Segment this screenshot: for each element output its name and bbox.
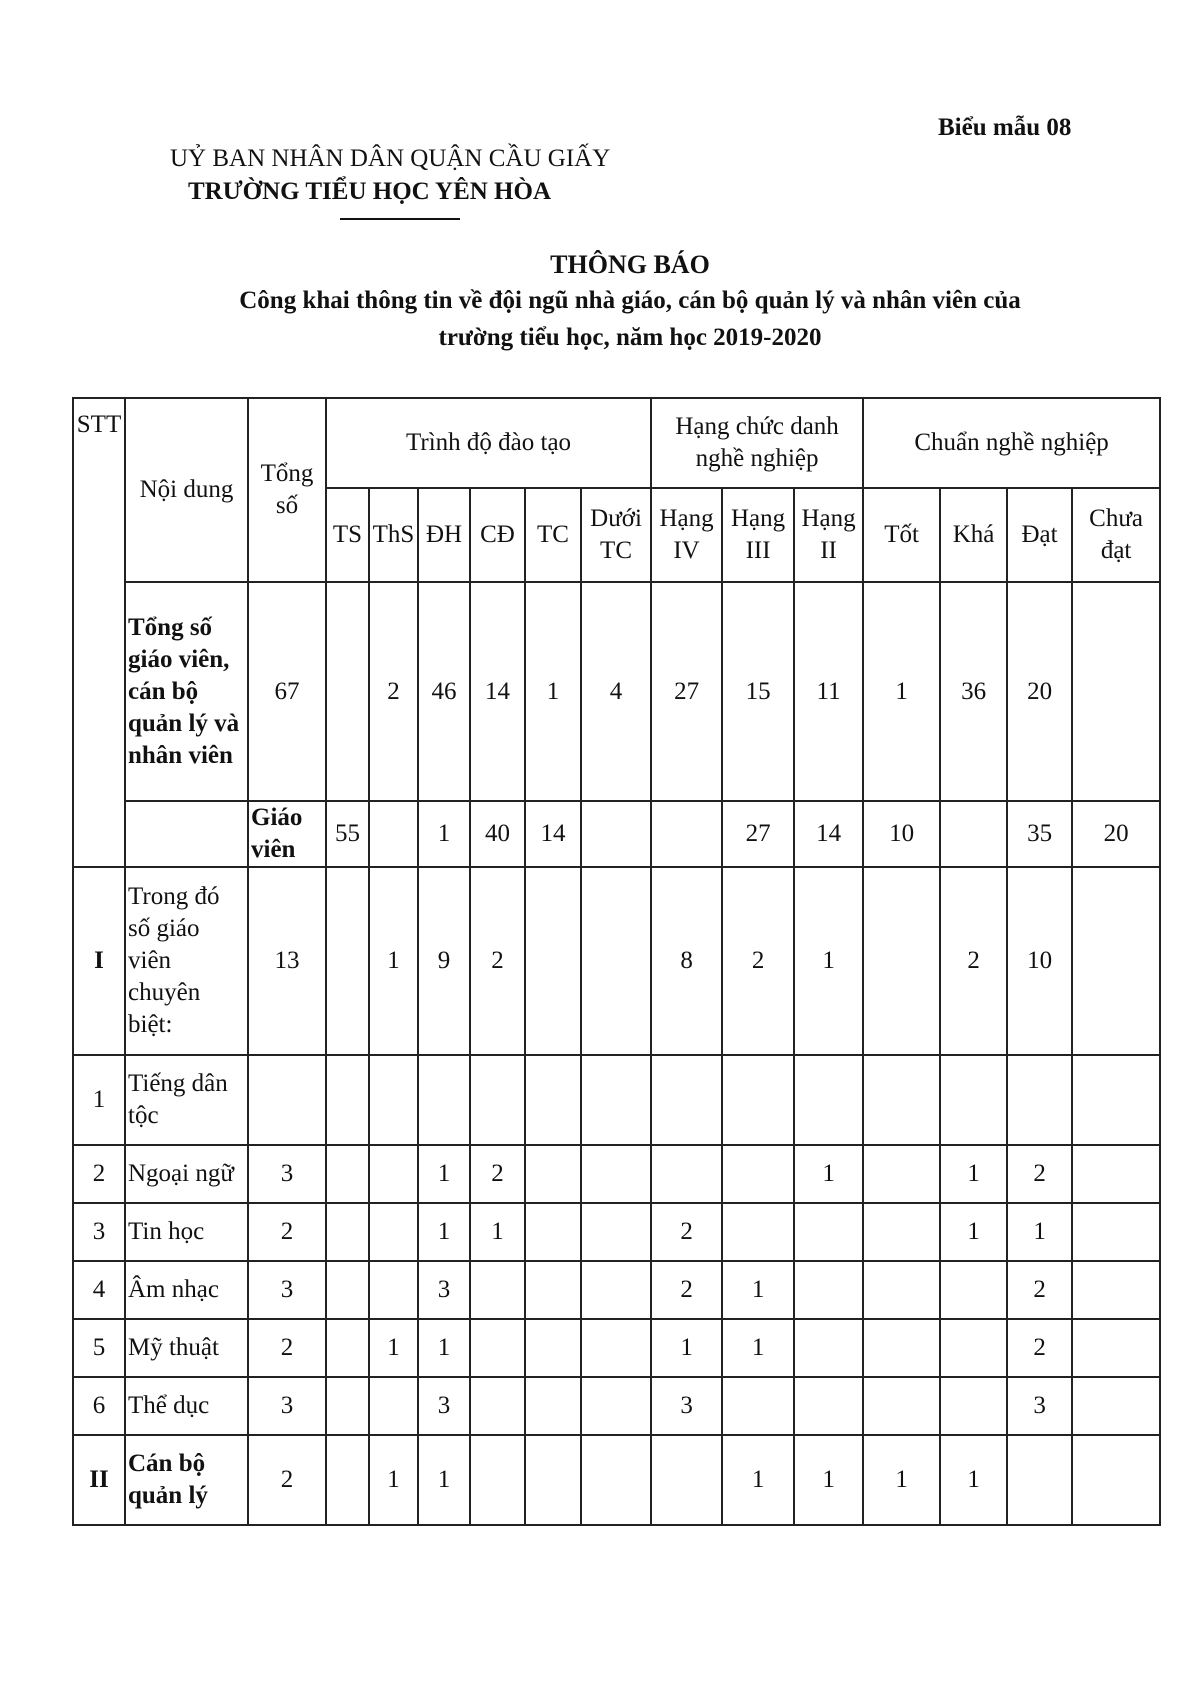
row-value: 1	[794, 1145, 863, 1203]
row-value: 3	[418, 1377, 470, 1435]
row-value	[794, 1055, 863, 1145]
header-cd: CĐ	[470, 488, 525, 582]
row-value	[525, 1203, 581, 1261]
row-value: 3	[248, 1261, 326, 1319]
school-underline	[340, 218, 460, 220]
row-value	[525, 1055, 581, 1145]
row-value	[1072, 1203, 1160, 1261]
table-row	[73, 867, 1160, 1055]
row-value: 2	[369, 582, 418, 801]
header-standard-group: Chuẩn nghề nghiệp	[863, 398, 1160, 488]
row-value	[940, 1055, 1007, 1145]
row-value	[581, 1261, 651, 1319]
row-stt: 5	[73, 1319, 125, 1377]
form-label: Biểu mẫu 08	[938, 114, 1072, 141]
row-value: 3	[1007, 1377, 1072, 1435]
row-value: 46	[418, 582, 470, 801]
table-row	[73, 1319, 1160, 1377]
table-row	[73, 1435, 1160, 1525]
row-value	[470, 1055, 525, 1145]
header-training-group: Trình độ đào tạo	[326, 398, 651, 488]
row-value: 2	[470, 867, 525, 1055]
table-row	[73, 582, 1160, 801]
row-stt: 6	[73, 1377, 125, 1435]
row-value: 1	[940, 1435, 1007, 1525]
row-value: 1	[418, 1203, 470, 1261]
row-value: 1	[722, 1319, 794, 1377]
table-row	[73, 1261, 1160, 1319]
row-stt: 4	[73, 1261, 125, 1319]
row-value: 1	[418, 1435, 470, 1525]
row-content: Trong đó số giáo viên chuyên biệt:	[125, 867, 248, 1055]
header-hang-iii: Hạng III	[722, 488, 794, 582]
row-value: 1	[418, 801, 470, 867]
header-content: Nội dung	[125, 398, 248, 582]
row-value	[369, 1055, 418, 1145]
row-value: 9	[418, 867, 470, 1055]
row-value	[525, 1319, 581, 1377]
row-stt: 1	[73, 1055, 125, 1145]
row-value: 40	[470, 801, 525, 867]
row-value	[863, 1377, 940, 1435]
row-value: 10	[863, 801, 940, 867]
row-content: Cán bộ quản lý	[125, 1435, 248, 1525]
row-value	[1072, 1319, 1160, 1377]
row-value	[326, 1435, 369, 1525]
table-row	[73, 1055, 1160, 1145]
row-value	[863, 1203, 940, 1261]
row-value	[651, 1055, 722, 1145]
row-content: Tin học	[125, 1203, 248, 1261]
row-value	[651, 801, 722, 867]
header-dat: Đạt	[1007, 488, 1072, 582]
row-value	[940, 1377, 1007, 1435]
header-hang-ii: Hạng II	[794, 488, 863, 582]
header-kha: Khá	[940, 488, 1007, 582]
school-name: TRƯỜNG TIỂU HỌC YÊN HÒA	[188, 178, 552, 205]
row-value: 3	[418, 1261, 470, 1319]
row-value	[581, 1377, 651, 1435]
row-value: 14	[470, 582, 525, 801]
row-value: 2	[651, 1203, 722, 1261]
row-value: 1	[940, 1203, 1007, 1261]
row-value: 1	[525, 582, 581, 801]
row-value: 4	[581, 582, 651, 801]
row-value	[326, 582, 369, 801]
row-value: 1	[418, 1319, 470, 1377]
row-value	[722, 1377, 794, 1435]
header-row-1	[73, 398, 1160, 488]
row-value	[863, 867, 940, 1055]
table-row	[73, 801, 1160, 867]
row-content: Tổng số giáo viên, cán bộ quản lý và nhân viên	[125, 582, 248, 801]
row-content: Ngoại ngữ	[125, 1145, 248, 1203]
row-value: 3	[651, 1377, 722, 1435]
row-value	[326, 867, 369, 1055]
row-value: 11	[794, 582, 863, 801]
row-value	[369, 1203, 418, 1261]
row-value	[581, 801, 651, 867]
row-value: 1	[722, 1261, 794, 1319]
row-value: 2	[248, 1435, 326, 1525]
row-value	[525, 1435, 581, 1525]
row-value: 1	[651, 1319, 722, 1377]
row-value: 1	[794, 1435, 863, 1525]
row-value	[1072, 867, 1160, 1055]
row-value: 8	[651, 867, 722, 1055]
table-row	[73, 1377, 1160, 1435]
row-value	[326, 1145, 369, 1203]
header-dh: ĐH	[418, 488, 470, 582]
row-value	[651, 1435, 722, 1525]
row-value: 2	[248, 1203, 326, 1261]
row-value: 36	[940, 582, 1007, 801]
row-value: 20	[1007, 582, 1072, 801]
row-value	[581, 1203, 651, 1261]
row-value	[369, 1261, 418, 1319]
row-value: 10	[1007, 867, 1072, 1055]
row-value	[863, 1055, 940, 1145]
row-value: 1	[794, 867, 863, 1055]
row-value	[863, 1261, 940, 1319]
header-tc: TC	[525, 488, 581, 582]
row-value: 13	[248, 867, 326, 1055]
row-value: 20	[1072, 801, 1160, 867]
row-content: Tiếng dân tộc	[125, 1055, 248, 1145]
row-value: 14	[525, 801, 581, 867]
org-name: UỶ BAN NHÂN DÂN QUẬN CẦU GIẤY	[170, 145, 611, 172]
row-value	[326, 1319, 369, 1377]
row-value	[525, 1145, 581, 1203]
row-value	[525, 1261, 581, 1319]
header-rank-group: Hạng chức danh nghề nghiệp	[651, 398, 863, 488]
subtitle-line-1: Công khai thông tin về đội ngũ nhà giáo, cán bộ quản lý và nhân viên của	[239, 287, 1021, 314]
row-value	[1072, 1055, 1160, 1145]
row-content: Thể dục	[125, 1377, 248, 1435]
row-value: 1	[369, 867, 418, 1055]
row-value	[940, 801, 1007, 867]
row-value	[581, 1319, 651, 1377]
staff-table	[72, 397, 1161, 1526]
row-value	[1072, 1377, 1160, 1435]
row-value: 35	[1007, 801, 1072, 867]
row-stt: 3	[73, 1203, 125, 1261]
row-value: 1	[940, 1145, 1007, 1203]
row-value: 2	[1007, 1319, 1072, 1377]
row-value	[326, 1377, 369, 1435]
row-value: 67	[248, 582, 326, 801]
row-value: 2	[470, 1145, 525, 1203]
table-row	[73, 1203, 1160, 1261]
row-content: Mỹ thuật	[125, 1319, 248, 1377]
row-value	[1072, 1435, 1160, 1525]
header-duoi-tc: Dưới TC	[581, 488, 651, 582]
row-value	[722, 1203, 794, 1261]
row-value	[1007, 1055, 1072, 1145]
row-content: Giáo viên	[248, 801, 326, 867]
row-stt	[125, 801, 248, 867]
row-value: 1	[722, 1435, 794, 1525]
row-value	[470, 1319, 525, 1377]
row-value	[940, 1261, 1007, 1319]
document-subtitle	[175, 282, 1085, 356]
document-title: THÔNG BÁO	[550, 250, 710, 279]
row-value: 15	[722, 582, 794, 801]
row-value	[581, 1055, 651, 1145]
row-value: 1	[418, 1145, 470, 1203]
row-value	[581, 1435, 651, 1525]
row-value: 2	[722, 867, 794, 1055]
row-stt: II	[73, 1435, 125, 1525]
row-value	[369, 1145, 418, 1203]
row-value	[794, 1319, 863, 1377]
row-value	[326, 1261, 369, 1319]
row-value: 3	[248, 1377, 326, 1435]
row-value	[1072, 1145, 1160, 1203]
row-value: 14	[794, 801, 863, 867]
row-value: 1	[369, 1435, 418, 1525]
row-value	[525, 1377, 581, 1435]
row-value	[794, 1203, 863, 1261]
row-value	[651, 1145, 722, 1203]
row-value: 2	[1007, 1261, 1072, 1319]
header-stt: STT	[73, 398, 125, 867]
row-content: Âm nhạc	[125, 1261, 248, 1319]
row-value	[581, 1145, 651, 1203]
row-value: 1	[1007, 1203, 1072, 1261]
row-value	[326, 1203, 369, 1261]
row-value: 27	[651, 582, 722, 801]
row-value	[863, 1319, 940, 1377]
row-value: 55	[326, 801, 369, 867]
row-value	[369, 1377, 418, 1435]
row-value	[470, 1435, 525, 1525]
row-value: 2	[248, 1319, 326, 1377]
row-value: 27	[722, 801, 794, 867]
row-value: 1	[863, 1435, 940, 1525]
row-value	[863, 1145, 940, 1203]
header-tot: Tốt	[863, 488, 940, 582]
row-value	[248, 1055, 326, 1145]
header-hang-iv: Hạng IV	[651, 488, 722, 582]
row-value	[1072, 582, 1160, 801]
row-stt: I	[73, 867, 125, 1055]
header-ts: TS	[326, 488, 369, 582]
header-chua-dat: Chưa đạt	[1072, 488, 1160, 582]
row-value: 2	[940, 867, 1007, 1055]
row-value	[722, 1055, 794, 1145]
header-total: Tổng số	[248, 398, 326, 582]
subtitle-line-2: trường tiểu học, năm học 2019-2020	[438, 324, 822, 351]
row-value	[940, 1319, 1007, 1377]
row-value: 2	[1007, 1145, 1072, 1203]
row-value: 1	[470, 1203, 525, 1261]
row-value: 1	[369, 1319, 418, 1377]
row-value	[794, 1261, 863, 1319]
row-value	[326, 1055, 369, 1145]
row-value	[581, 867, 651, 1055]
table-row	[73, 1145, 1160, 1203]
row-value	[1072, 1261, 1160, 1319]
row-value	[525, 867, 581, 1055]
row-value	[418, 1055, 470, 1145]
row-value	[794, 1377, 863, 1435]
row-value	[722, 1145, 794, 1203]
header-ths: ThS	[369, 488, 418, 582]
row-value: 2	[651, 1261, 722, 1319]
row-value	[369, 801, 418, 867]
row-value	[470, 1377, 525, 1435]
row-value	[470, 1261, 525, 1319]
row-value: 3	[248, 1145, 326, 1203]
row-stt: 2	[73, 1145, 125, 1203]
row-value: 1	[863, 582, 940, 801]
row-value	[1007, 1435, 1072, 1525]
